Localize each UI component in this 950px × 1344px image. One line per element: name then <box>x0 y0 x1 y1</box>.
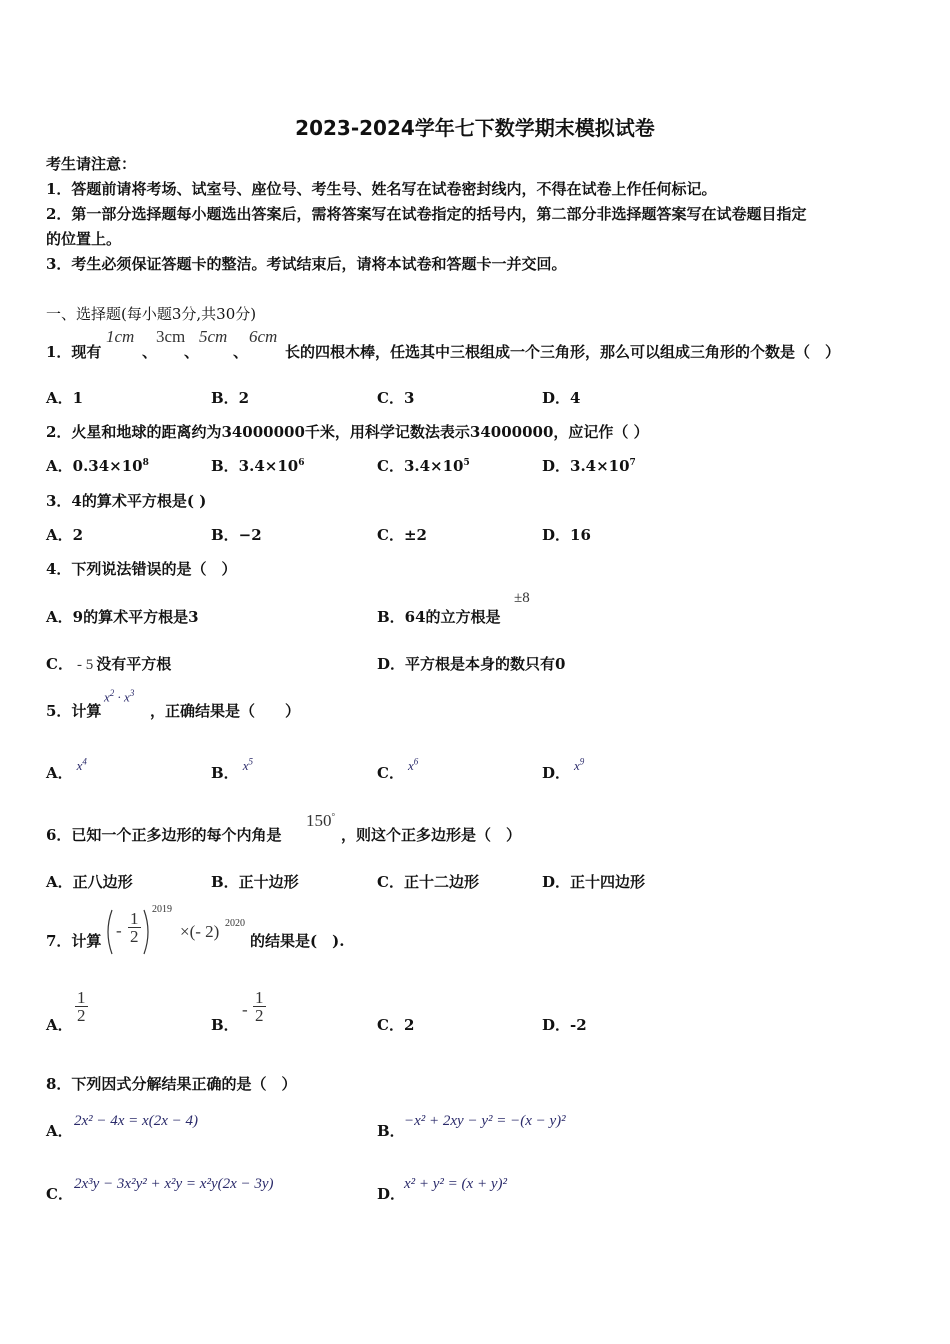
q5-suffix: ，正确结果是（ ） <box>150 702 301 720</box>
q5-prefix: 5．计算 <box>46 702 102 720</box>
q5-option-a[interactable]: A． $x^4$ <box>46 756 87 782</box>
notice-item-2: 2．第一部分选择题每小题选出答案后，需将答案写在试卷指定的括号内，第二部分非选择题答案写在试卷题目指定 <box>46 205 807 223</box>
q3-option-c[interactable]: C．±2 <box>377 526 427 544</box>
q5-option-c[interactable]: C． $x^6$ <box>377 756 419 782</box>
q7-option-b-minus: - <box>242 1000 248 1019</box>
q1-sep-1: 、 <box>142 343 158 361</box>
q5-option-d[interactable]: D． $x^9$ <box>542 756 585 782</box>
q7-option-d[interactable]: D．-2 <box>542 1016 587 1034</box>
q7-option-b[interactable]: B． <box>211 1016 239 1034</box>
q8-option-d-math: x² + y² = (x + y)² <box>404 1176 507 1192</box>
q7-prefix: 7．计算 <box>46 932 102 950</box>
q1-option-c[interactable]: C．3 <box>377 389 415 407</box>
notice-item-1: 1．答题前请将考场、试室号、座位号、考生号、姓名写在试卷密封线内，不得在试卷上作任何标记。 <box>46 180 717 198</box>
q1-prefix: 1．现有 <box>46 343 102 361</box>
q1-length-3: 5cm <box>199 327 228 346</box>
notice-item-3: 3．考生必须保证答题卡的整洁。考试结束后，请将本试卷和答题卡一并交回。 <box>46 255 567 273</box>
q6-angle: 150° <box>306 811 336 830</box>
q6-option-c[interactable]: C．正十二边形 <box>377 873 479 891</box>
q4-option-b[interactable]: B．64的立方根是 <box>377 608 501 626</box>
q1-option-b[interactable]: B．2 <box>211 389 250 407</box>
q1-length-4: 6cm <box>249 327 278 346</box>
q1-option-d[interactable]: D．4 <box>542 389 581 407</box>
q7-option-a-fraction: $\frac{1}{2}$ <box>77 988 86 1025</box>
q3-option-d[interactable]: D．16 <box>542 526 591 544</box>
q3-option-a[interactable]: A．2 <box>46 526 84 544</box>
q7-fraction: $\frac{1}{2}$ <box>130 909 139 946</box>
q1-length-2: 3cm <box>156 327 186 346</box>
q1-sep-3: 、 <box>233 343 249 361</box>
q8-text: 8．下列因式分解结果正确的是（ ） <box>46 1075 297 1093</box>
q7-exponent-2: 2020 <box>225 918 245 929</box>
q7-minus: - <box>116 921 122 940</box>
section-heading: 一、选择题(每小题3分,共30分) <box>46 305 257 323</box>
q8-option-c-math: 2x³y − 3x²y² + x²y = x²y(2x − 3y) <box>74 1176 274 1192</box>
q1-option-a[interactable]: A．1 <box>46 389 84 407</box>
q3-option-b[interactable]: B．−2 <box>211 526 262 544</box>
q8-option-c[interactable]: C． <box>46 1185 73 1203</box>
q2-option-d[interactable]: D．$3.4\times 10^7$ <box>542 457 636 475</box>
q2-option-b[interactable]: B．$3.4\times 10^6$ <box>211 457 305 475</box>
q3-text: 3．4的算术平方根是( ) <box>46 492 207 510</box>
q1-sep-2: 、 <box>184 343 200 361</box>
q5-option-b[interactable]: B． $x^5$ <box>211 756 253 782</box>
q7-option-a[interactable]: A． <box>46 1016 73 1034</box>
q8-option-a-math: 2x² − 4x = x(2x − 4) <box>74 1113 198 1129</box>
notice-item-2-cont: 的位置上。 <box>46 230 122 248</box>
q4-option-c[interactable]: C． - 5 没有平方根 <box>46 655 172 673</box>
q6-option-a[interactable]: A．正八边形 <box>46 873 133 891</box>
q8-option-a[interactable]: A． <box>46 1122 73 1140</box>
q6-suffix: ，则这个正多边形是（ ） <box>341 826 522 844</box>
q7-suffix: 的结果是( ). <box>250 932 345 950</box>
q2-option-c[interactable]: C．$3.4\times 10^5$ <box>377 457 470 475</box>
q8-option-b[interactable]: B． <box>377 1122 405 1140</box>
q7-times: ×(- 2) <box>180 922 220 941</box>
q4-text: 4．下列说法错误的是（ ） <box>46 560 237 578</box>
q4-option-b-math: ±8 <box>514 590 530 606</box>
notice-heading: 考生请注意： <box>46 155 137 173</box>
q2-option-a[interactable]: A．$0.34\times 10^8$ <box>46 457 149 475</box>
q6-option-d[interactable]: D．正十四边形 <box>542 873 646 891</box>
q7-exponent-1: 2019 <box>152 904 172 915</box>
q5-expression: $x^2 \cdot x^3$ <box>104 688 135 705</box>
q7-option-c[interactable]: C．2 <box>377 1016 415 1034</box>
q2-text: 2．火星和地球的距离约为34000000千米，用科学记数法表示34000000，应记作（ ） <box>46 423 649 441</box>
q4-option-d[interactable]: D．平方根是本身的数只有0 <box>377 655 566 673</box>
q7-option-b-fraction: $\frac{1}{2}$ <box>255 988 264 1025</box>
q8-option-b-math: −x² + 2xy − y² = −(x − y)² <box>404 1113 566 1129</box>
q8-option-d[interactable]: D． <box>377 1185 406 1203</box>
page-title: 2023-2024学年七下数学期末模拟试卷 <box>295 116 655 140</box>
q6-prefix: 6．已知一个正多边形的每个内角是 <box>46 826 282 844</box>
q4-option-a[interactable]: A．9的算术平方根是3 <box>46 608 199 626</box>
q1-length-1: 1cm <box>106 327 135 346</box>
q1-suffix: 长的四根木棒，任选其中三根组成一个三角形，那么可以组成三角形的个数是（ ） <box>285 343 841 361</box>
q7-parentheses <box>104 906 254 958</box>
q6-option-b[interactable]: B．正十边形 <box>211 873 299 891</box>
